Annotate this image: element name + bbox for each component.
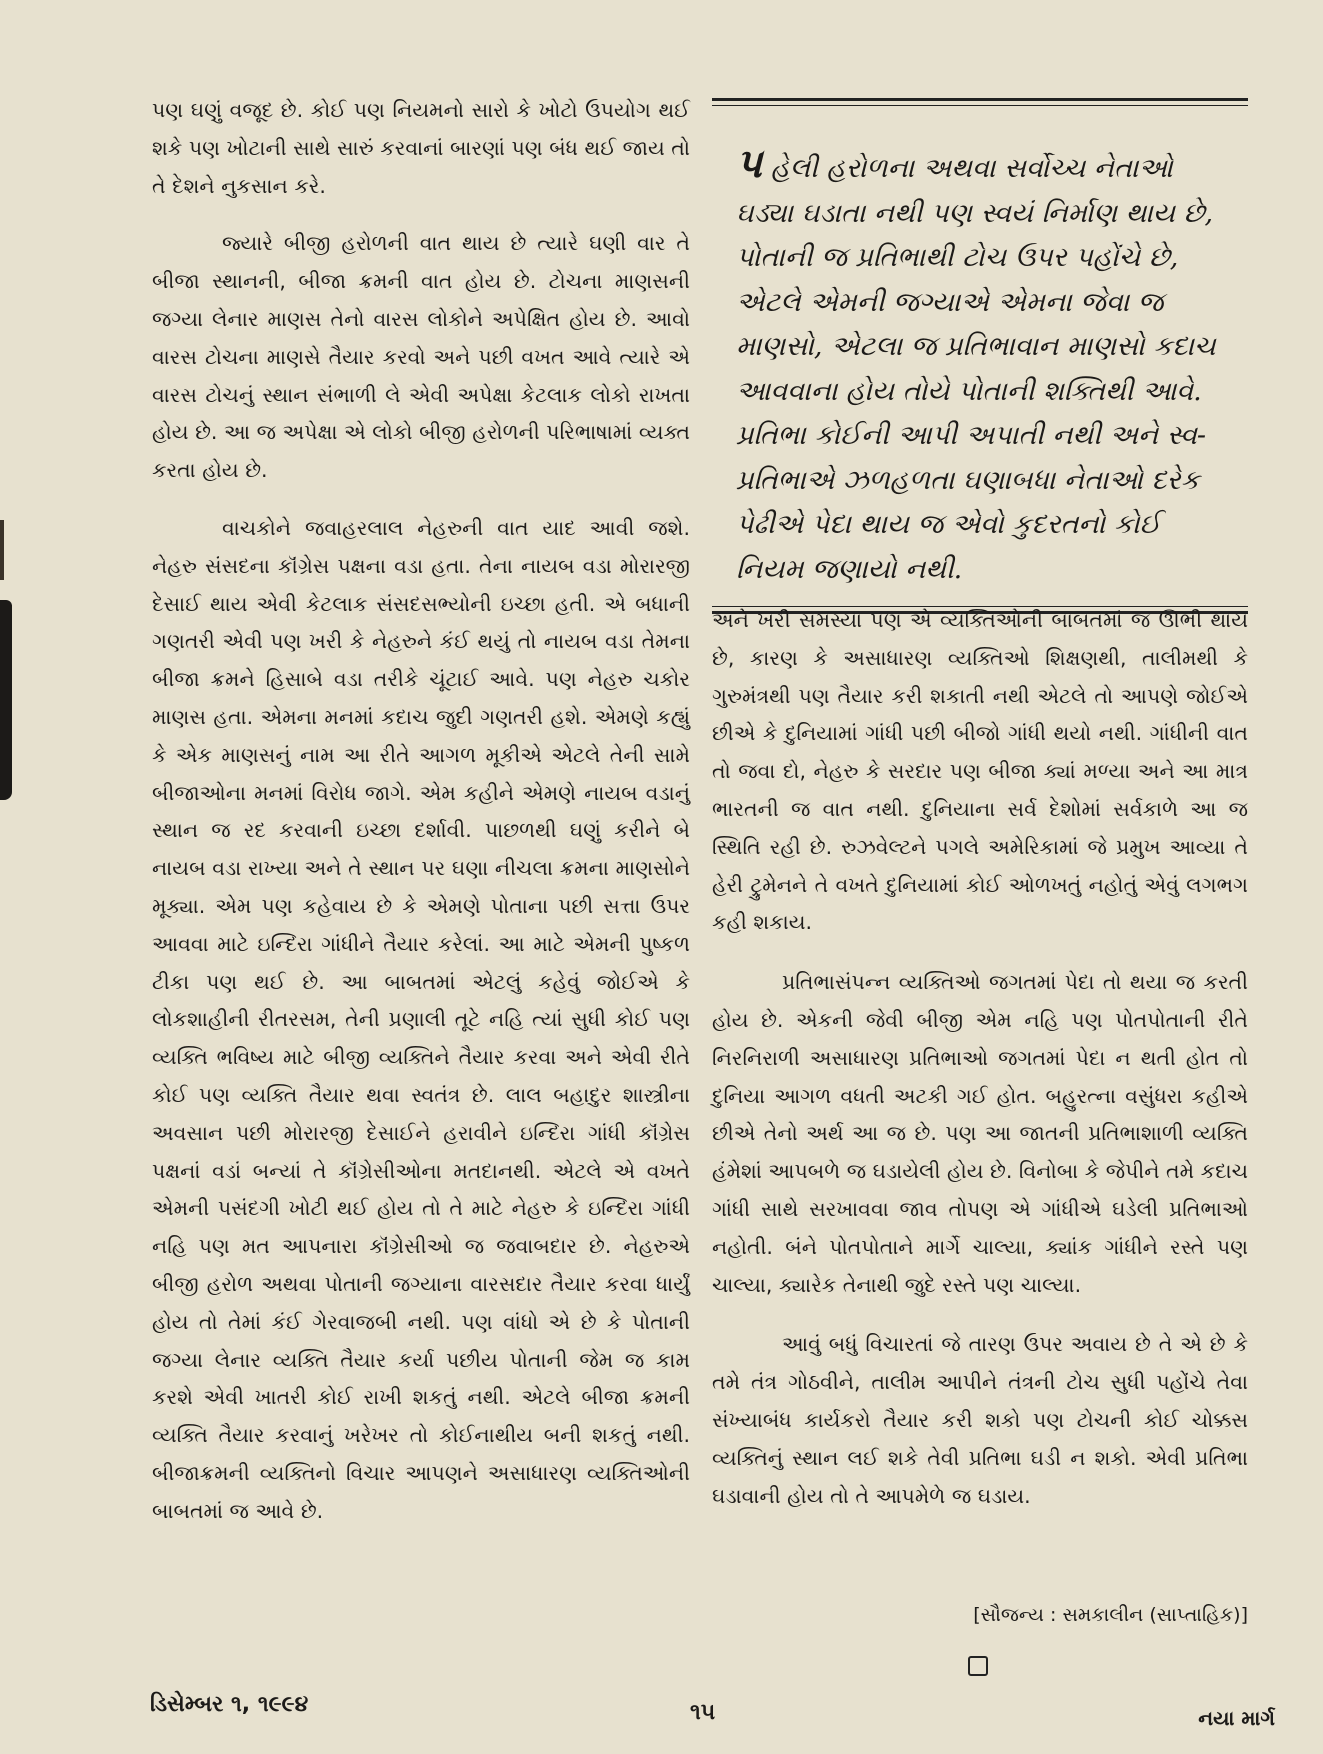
torn-edge: [0, 520, 4, 580]
pull-quote-text: [712, 106, 1248, 606]
pull-quote: [712, 98, 1248, 614]
end-mark-icon: [968, 1656, 988, 1676]
drop-cap: પ: [736, 140, 762, 187]
left-column: [152, 92, 690, 1530]
source-credit: [સૌજન્ય : સમકાલીન (સાપ્તાહિક)]: [973, 1604, 1248, 1626]
paragraph: પ્રતિભાસંપન્ન વ્યક્તિઓ જગતમાં પેદા તો થયા જ કરતી હોય છે. એકની જેવી બીજી એમ નહિ પણ પોતપોતાની રીતે નિરનિરાળી અસાધારણ પ્રતિભાઓ જગતમાં પેદા ન થતી હોત તો દુનિયા આગળ વધતી અટકી ગઈ હોત. બહુરત્ના વસુંધરા કહીએ છીએ તેનો અર્થ આ જ છે. પણ આ જાતની પ્રતિભાશાળી વ્યક્તિ હંમેશાં આપબળે જ ઘડાયેલી હોય છે. વિનોબા કે જેપીને તમે કદાચ ગાંધી સાથે સરખાવવા જાવ તોપણ એ ગાંધીએ ઘડેલી પ્રતિભાઓ નહોતી. બંને પોતપોતાને માર્ગે ચાલ્યા, ક્યાંક ગાંધીને રસ્તે પણ ચાલ્યા, ક્યારેક તેનાથી જુદે રસ્તે પણ ચાલ્યા.: [712, 970, 1249, 1297]
paragraph: વાચકોને જવાહરલાલ નેહરુની વાત યાદ આવી જશે. નેહરુ સંસદના કૉંગ્રેસ પક્ષના વડા હતા. તેના નાયબ વડા મોરારજી દેસાઈ થાય એવી કેટલાક સંસદસભ્યોની ઇચ્છા હતી. એ બધાની ગણતરી એવી પણ ખરી કે નેહરુને કંઈ થયું તો નાયબ વડા તેમના બીજા ક્રમને હિસાબે વડા તરીકે ચૂંટાઈ આવે. પણ નેહરુ ચકોર માણસ હતા. એમના મનમાં કદાચ જુદી ગણતરી હશે. એમણે કહ્યું કે એક માણસનું નામ આ રીતે આગળ મૂકીએ એટલે તેની સામે બીજાઓના મનમાં વિરોધ જાગે. એમ કહીને એમણે નાયબ વડાનું સ્થાન જ રદ કરવાની ઇચ્છા દર્શાવી. પાછળથી ઘણું કરીને બે નાયબ વડા રાખ્યા અને તે સ્થાન પર ઘણા નીચલા ક્રમના માણસોને મૂક્યા. એમ પણ કહેવાય છે કે એમણે પોતાના પછી સત્તા ઉપર આવવા માટે ઇન્દિરા ગાંધીને તૈયાર કરેલાં. આ માટે એમની પુષ્કળ ટીકા પણ થઈ છે. આ બાબતમાં એટલું કહેવું જોઈએ કે લોકશાહીની રીતરસમ, તેની પ્રણાલી તૂટે નહિ ત્યાં સુધી કોઈ પણ વ્યક્તિ ભવિષ્ય માટે બીજી વ્યક્તિને તૈયાર કરવા અને એવી રીતે કોઈ પણ વ્યક્તિ તૈયાર થવા સ્વતંત્ર છે. લાલ બહાદુર શાસ્ત્રીના અવસાન પછી મોરારજી દેસાઈને હરાવીને ઇન્દિરા ગાંધી કૉંગ્રેસ પક્ષનાં વડાં બન્યાં તે કૉંગ્રેસીઓના મતદાનથી. એટલે એ વખતે એમની પસંદગી ખોટી થઈ હોય તો તે માટે નેહરુ કે ઇન્દિરા ગાંધી નહિ પણ મત આપનારા કૉંગ્રેસીઓ જ જવાબદાર છે. નેહરુએ બીજી હરોળ અથવા પોતાની જગ્યાના વારસદાર તૈયાર કરવા ધાર્યું હોય તો તેમાં કંઈ ગેરવાજબી નથી. પણ વાંધો એ છે કે પોતાની જગ્યા લેનાર વ્યક્તિ તૈયાર કર્યા પછીય પોતાની જેમ જ કામ કરશે એવી ખાતરી કોઈ રાખી શકતું નથી. એટલે બીજા ક્રમની વ્યક્તિ તૈયાર કરવાનું ખરેખર તો કોઈનાથીય બની શકતું નથી. બીજાક્રમની વ્યક્તિનો વિચાર આપણને અસાધારણ વ્યક્તિઓની બાબતમાં જ આવે છે.: [152, 515, 690, 1523]
pull-quote-body: હેલી હરોળના અથવા સર્વોચ્ચ નેતાઓ ઘડ્યા ઘડાતા નથી પણ સ્વયં નિર્માણ થાય છે, પોતાની જ પ્રતિભાથી ટોચ ઉપર પહોંચે છે, એટલે એમની જગ્યાએ એમના જેવા જ માણસો, એટલા જ પ્રતિભાવાન માણસો કદાચ આવવાના હોય તોયે પોતાની શક્તિથી આવે. પ્રતિભા કોઈની આપી અપાતી નથી અને સ્વ-પ્રતિભાએ ઝળહળતા ઘણાબધા નેતાઓ દરેક પેઢીએ પેદા થાય જ એવો કુદરતનો કોઈ નિયમ જણાયો નથી.: [736, 153, 1216, 585]
paragraph: પણ ઘણું વજૂદ છે. કોઈ પણ નિયમનો સારો કે ખોટો ઉપયોગ થઈ શકે પણ ખોટાની સાથે સારું કરવાનાં બારણાં પણ બંધ થઈ જાય તો તે દેશને નુકસાન કરે.: [152, 98, 690, 198]
paragraph: જ્યારે બીજી હરોળની વાત થાય છે ત્યારે ઘણી વાર તે બીજા સ્થાનની, બીજા ક્રમની વાત હોય છે. ટોચના માણસની જગ્યા લેનાર માણસ તેનો વારસ લોકોને અપેક્ષિત હોય છે. આવો વારસ ટોચના માણસે તૈયાર કરવો અને પછી વખત આવે ત્યારે એ વારસ ટોચનું સ્થાન સંભાળી લે એવી અપેક્ષા કેટલાક લોકો રાખતા હોય છે. આ જ અપેક્ષા એ લોકો બીજી હરોળની પરિભાષામાં વ્યક્ત કરતા હોય છે.: [152, 231, 690, 483]
publication-name: નયા માર્ગ: [1198, 1706, 1275, 1730]
paragraph: આવું બધું વિચારતાં જે તારણ ઉપર અવાય છે તે એ છે કે તમે તંત્ર ગોઠવીને, તાલીમ આપીને તંત્રની ટોચ સુધી પહોંચે તેવા સંખ્યાબંધ કાર્યકરો તૈયાર કરી શકો પણ ટોચની કોઈ ચોક્કસ વ્યક્તિનું સ્થાન લઈ શકે તેવી પ્રતિભા ઘડી ન શકો. એવી પ્રતિભા ઘડાવાની હોય તો તે આપમેળે જ ઘડાય.: [712, 1332, 1248, 1508]
footer-date: ડિસેમ્બર ૧, ૧૯૯૪: [150, 1692, 309, 1717]
right-column: [712, 602, 1248, 1515]
paragraph: અને ખરી સમસ્યા પણ એ વ્યક્તિઓની બાબતમાં જ ઊભી થાય છે, કારણ કે અસાધારણ વ્યક્તિઓ શિક્ષણથી, તાલીમથી કે ગુરુમંત્રથી પણ તૈયાર કરી શકાતી નથી એટલે તો આપણે જોઈએ છીએ કે દુનિયામાં ગાંધી પછી બીજો ગાંધી થયો નથી. ગાંધીની વાત તો જવા દો, નેહરુ કે સરદાર પણ બીજા ક્યાં મળ્યા અને આ માત્ર ભારતની જ વાત નથી. દુનિયાના સર્વ દેશોમાં સર્વકાળે આ જ સ્થિતિ રહી છે. રુઝવેલ્ટને પગલે અમેરિકામાં જે પ્રમુખ આવ્યા તે હેરી ટ્રુમેનને તે વખતે દુનિયામાં કોઈ ઓળખતું નહોતું એવું લગભગ કહી શકાય.: [712, 608, 1248, 935]
torn-edge-mark: [0, 600, 12, 800]
page-number: ૧૫: [690, 1700, 716, 1725]
double-rule: [712, 98, 1248, 106]
